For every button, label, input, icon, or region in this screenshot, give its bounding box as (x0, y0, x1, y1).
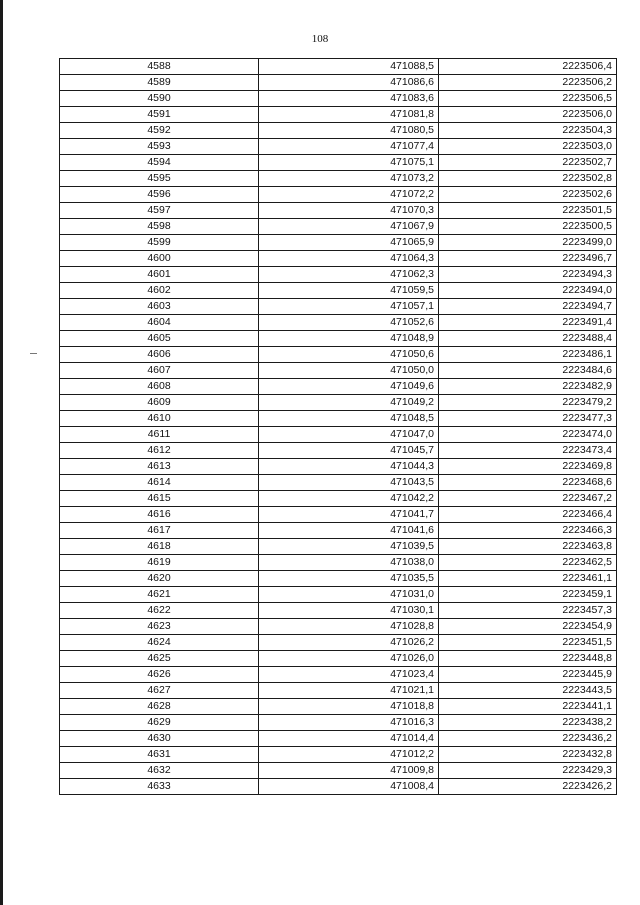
x-coordinate-cell: 471049,6 (259, 379, 439, 395)
point-number-cell: 4615 (60, 491, 259, 507)
y-coordinate-cell: 2223499,0 (439, 235, 617, 251)
y-coordinate-cell: 2223467,2 (439, 491, 617, 507)
y-coordinate-cell: 2223443,5 (439, 683, 617, 699)
x-coordinate-cell: 471067,9 (259, 219, 439, 235)
x-coordinate-cell: 471077,4 (259, 139, 439, 155)
point-number-cell: 4611 (60, 427, 259, 443)
y-coordinate-cell: 2223441,1 (439, 699, 617, 715)
x-coordinate-cell: 471062,3 (259, 267, 439, 283)
table-row (60, 347, 617, 363)
x-coordinate-cell: 471026,2 (259, 635, 439, 651)
x-coordinate-cell: 471081,8 (259, 107, 439, 123)
point-number-cell: 4607 (60, 363, 259, 379)
point-number-cell: 4630 (60, 731, 259, 747)
x-coordinate-cell: 471057,1 (259, 299, 439, 315)
y-coordinate-cell: 2223466,3 (439, 523, 617, 539)
y-coordinate-cell: 2223504,3 (439, 123, 617, 139)
point-number-cell: 4591 (60, 107, 259, 123)
point-number-cell: 4601 (60, 267, 259, 283)
table-row (60, 491, 617, 507)
table-row (60, 427, 617, 443)
x-coordinate-cell: 471059,5 (259, 283, 439, 299)
table-row (60, 635, 617, 651)
y-coordinate-cell: 2223473,4 (439, 443, 617, 459)
point-number-cell: 4627 (60, 683, 259, 699)
y-coordinate-cell: 2223468,6 (439, 475, 617, 491)
point-number-cell: 4608 (60, 379, 259, 395)
x-coordinate-cell: 471083,6 (259, 91, 439, 107)
x-coordinate-cell: 471028,8 (259, 619, 439, 635)
table-row (60, 331, 617, 347)
x-coordinate-cell: 471064,3 (259, 251, 439, 267)
scan-left-edge (0, 0, 3, 905)
y-coordinate-cell: 2223506,4 (439, 59, 617, 75)
x-coordinate-cell: 471048,5 (259, 411, 439, 427)
table-row (60, 187, 617, 203)
x-coordinate-cell: 471073,2 (259, 171, 439, 187)
point-number-cell: 4590 (60, 91, 259, 107)
y-coordinate-cell: 2223457,3 (439, 603, 617, 619)
table-row (60, 587, 617, 603)
y-coordinate-cell: 2223451,5 (439, 635, 617, 651)
point-number-cell: 4589 (60, 75, 259, 91)
x-coordinate-cell: 471048,9 (259, 331, 439, 347)
y-coordinate-cell: 2223503,0 (439, 139, 617, 155)
x-coordinate-cell: 471035,5 (259, 571, 439, 587)
point-number-cell: 4629 (60, 715, 259, 731)
point-number-cell: 4633 (60, 779, 259, 795)
table-row (60, 459, 617, 475)
y-coordinate-cell: 2223494,3 (439, 267, 617, 283)
point-number-cell: 4612 (60, 443, 259, 459)
margin-mark (30, 353, 37, 354)
table-row (60, 203, 617, 219)
y-coordinate-cell: 2223429,3 (439, 763, 617, 779)
table-row (60, 171, 617, 187)
x-coordinate-cell: 471070,3 (259, 203, 439, 219)
table-row (60, 283, 617, 299)
table-row (60, 219, 617, 235)
table-row (60, 315, 617, 331)
point-number-cell: 4588 (60, 59, 259, 75)
point-number-cell: 4623 (60, 619, 259, 635)
point-number-cell: 4595 (60, 171, 259, 187)
table-row (60, 475, 617, 491)
x-coordinate-cell: 471018,8 (259, 699, 439, 715)
y-coordinate-cell: 2223438,2 (439, 715, 617, 731)
y-coordinate-cell: 2223448,8 (439, 651, 617, 667)
table-row (60, 443, 617, 459)
y-coordinate-cell: 2223482,9 (439, 379, 617, 395)
y-coordinate-cell: 2223502,6 (439, 187, 617, 203)
table-row (60, 683, 617, 699)
point-number-cell: 4622 (60, 603, 259, 619)
x-coordinate-cell: 471072,2 (259, 187, 439, 203)
point-number-cell: 4620 (60, 571, 259, 587)
point-number-cell: 4621 (60, 587, 259, 603)
coordinates-table (59, 58, 617, 795)
x-coordinate-cell: 471038,0 (259, 555, 439, 571)
x-coordinate-cell: 471044,3 (259, 459, 439, 475)
point-number-cell: 4597 (60, 203, 259, 219)
table-row (60, 75, 617, 91)
x-coordinate-cell: 471009,8 (259, 763, 439, 779)
point-number-cell: 4610 (60, 411, 259, 427)
point-number-cell: 4616 (60, 507, 259, 523)
point-number-cell: 4632 (60, 763, 259, 779)
table-row (60, 779, 617, 795)
x-coordinate-cell: 471047,0 (259, 427, 439, 443)
table-row (60, 507, 617, 523)
table-row (60, 715, 617, 731)
table-row (60, 539, 617, 555)
x-coordinate-cell: 471050,0 (259, 363, 439, 379)
table-row (60, 91, 617, 107)
y-coordinate-cell: 2223494,7 (439, 299, 617, 315)
x-coordinate-cell: 471021,1 (259, 683, 439, 699)
y-coordinate-cell: 2223466,4 (439, 507, 617, 523)
y-coordinate-cell: 2223506,2 (439, 75, 617, 91)
table-row (60, 395, 617, 411)
y-coordinate-cell: 2223502,8 (439, 171, 617, 187)
table-row (60, 699, 617, 715)
point-number-cell: 4606 (60, 347, 259, 363)
page-number: 108 (311, 33, 329, 45)
y-coordinate-cell: 2223502,7 (439, 155, 617, 171)
table-row (60, 139, 617, 155)
x-coordinate-cell: 471008,4 (259, 779, 439, 795)
point-number-cell: 4602 (60, 283, 259, 299)
point-number-cell: 4614 (60, 475, 259, 491)
x-coordinate-cell: 471052,6 (259, 315, 439, 331)
table-row (60, 251, 617, 267)
y-coordinate-cell: 2223474,0 (439, 427, 617, 443)
point-number-cell: 4594 (60, 155, 259, 171)
y-coordinate-cell: 2223469,8 (439, 459, 617, 475)
x-coordinate-cell: 471088,5 (259, 59, 439, 75)
y-coordinate-cell: 2223462,5 (439, 555, 617, 571)
table-row (60, 731, 617, 747)
table-row (60, 571, 617, 587)
point-number-cell: 4593 (60, 139, 259, 155)
table-row (60, 59, 617, 75)
x-coordinate-cell: 471023,4 (259, 667, 439, 683)
x-coordinate-cell: 471012,2 (259, 747, 439, 763)
x-coordinate-cell: 471041,7 (259, 507, 439, 523)
table-row (60, 619, 617, 635)
y-coordinate-cell: 2223494,0 (439, 283, 617, 299)
x-coordinate-cell: 471026,0 (259, 651, 439, 667)
point-number-cell: 4599 (60, 235, 259, 251)
y-coordinate-cell: 2223477,3 (439, 411, 617, 427)
point-number-cell: 4598 (60, 219, 259, 235)
table-row (60, 379, 617, 395)
point-number-cell: 4631 (60, 747, 259, 763)
table-row (60, 267, 617, 283)
table-row (60, 363, 617, 379)
point-number-cell: 4619 (60, 555, 259, 571)
y-coordinate-cell: 2223506,5 (439, 91, 617, 107)
y-coordinate-cell: 2223436,2 (439, 731, 617, 747)
x-coordinate-cell: 471075,1 (259, 155, 439, 171)
point-number-cell: 4596 (60, 187, 259, 203)
x-coordinate-cell: 471043,5 (259, 475, 439, 491)
x-coordinate-cell: 471065,9 (259, 235, 439, 251)
table-row (60, 299, 617, 315)
x-coordinate-cell: 471086,6 (259, 75, 439, 91)
table-row (60, 123, 617, 139)
table-row (60, 763, 617, 779)
point-number-cell: 4613 (60, 459, 259, 475)
coordinates-table-body (60, 59, 617, 795)
x-coordinate-cell: 471050,6 (259, 347, 439, 363)
table-row (60, 107, 617, 123)
point-number-cell: 4609 (60, 395, 259, 411)
table-row (60, 555, 617, 571)
y-coordinate-cell: 2223501,5 (439, 203, 617, 219)
point-number-cell: 4626 (60, 667, 259, 683)
y-coordinate-cell: 2223445,9 (439, 667, 617, 683)
x-coordinate-cell: 471030,1 (259, 603, 439, 619)
x-coordinate-cell: 471016,3 (259, 715, 439, 731)
point-number-cell: 4604 (60, 315, 259, 331)
point-number-cell: 4618 (60, 539, 259, 555)
y-coordinate-cell: 2223426,2 (439, 779, 617, 795)
table-row (60, 523, 617, 539)
y-coordinate-cell: 2223459,1 (439, 587, 617, 603)
table-row (60, 747, 617, 763)
y-coordinate-cell: 2223454,9 (439, 619, 617, 635)
y-coordinate-cell: 2223486,1 (439, 347, 617, 363)
table-row (60, 155, 617, 171)
table-row (60, 603, 617, 619)
y-coordinate-cell: 2223488,4 (439, 331, 617, 347)
y-coordinate-cell: 2223496,7 (439, 251, 617, 267)
point-number-cell: 4603 (60, 299, 259, 315)
table-row (60, 411, 617, 427)
point-number-cell: 4605 (60, 331, 259, 347)
y-coordinate-cell: 2223463,8 (439, 539, 617, 555)
x-coordinate-cell: 471041,6 (259, 523, 439, 539)
point-number-cell: 4624 (60, 635, 259, 651)
y-coordinate-cell: 2223432,8 (439, 747, 617, 763)
point-number-cell: 4617 (60, 523, 259, 539)
table-row (60, 651, 617, 667)
table-row (60, 235, 617, 251)
point-number-cell: 4628 (60, 699, 259, 715)
x-coordinate-cell: 471080,5 (259, 123, 439, 139)
x-coordinate-cell: 471042,2 (259, 491, 439, 507)
x-coordinate-cell: 471039,5 (259, 539, 439, 555)
y-coordinate-cell: 2223506,0 (439, 107, 617, 123)
table-row (60, 667, 617, 683)
point-number-cell: 4625 (60, 651, 259, 667)
point-number-cell: 4592 (60, 123, 259, 139)
y-coordinate-cell: 2223461,1 (439, 571, 617, 587)
x-coordinate-cell: 471031,0 (259, 587, 439, 603)
y-coordinate-cell: 2223479,2 (439, 395, 617, 411)
point-number-cell: 4600 (60, 251, 259, 267)
y-coordinate-cell: 2223491,4 (439, 315, 617, 331)
y-coordinate-cell: 2223484,6 (439, 363, 617, 379)
y-coordinate-cell: 2223500,5 (439, 219, 617, 235)
x-coordinate-cell: 471045,7 (259, 443, 439, 459)
x-coordinate-cell: 471049,2 (259, 395, 439, 411)
x-coordinate-cell: 471014,4 (259, 731, 439, 747)
